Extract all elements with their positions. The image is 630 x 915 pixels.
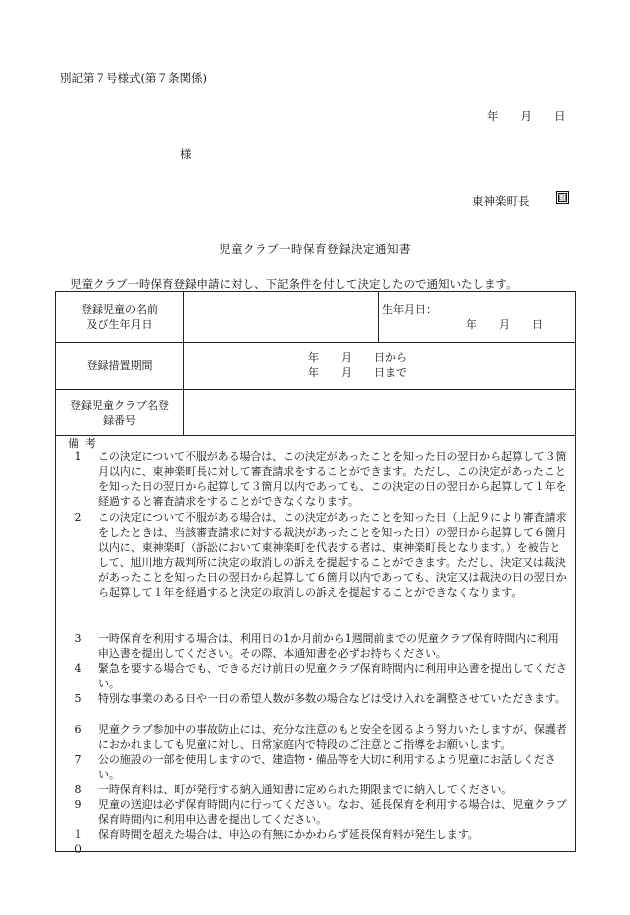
- club-number-field[interactable]: [184, 390, 574, 434]
- note-item: [68, 449, 568, 509]
- note-text: 児童の送迎は必ず保育時間内に行ってください。なお、延長保育を利用する場合は、児童クラブ保育時間内に利用申込書を提出してください。: [98, 798, 567, 827]
- note-item: [68, 782, 568, 797]
- note-text: この決定について不服がある場合は、この決定があったことを知った日の翌日から起算して３箇月以内に、東神楽町長に対して審査請求をすることができます。ただし、この決定があったことを知った日の翌日から起算して３箇月以内であっても、この決定の日の翌日から起算して１年を経過すると審査請求をすることができなくなります。: [98, 450, 567, 509]
- form-table: [55, 291, 576, 857]
- note-item: [68, 661, 568, 691]
- note-number: 1: [74, 450, 82, 463]
- note-text: 一時保育を利用する場合は、利用日の1か月前から1週間前までの児童クラブ保育時間内に利用申込書を提出してください。その際、本通知書を必ずお持ちください。: [98, 632, 559, 661]
- note-number: 6: [74, 723, 82, 736]
- note-number: 9: [74, 798, 82, 811]
- issue-date: [487, 108, 566, 124]
- note-number: 4: [74, 662, 82, 675]
- note-item: [68, 691, 568, 706]
- note-number: １０: [72, 828, 84, 857]
- note-number: 3: [74, 632, 82, 645]
- seal-text: 印: [558, 194, 567, 203]
- issuer-name: 東神楽町長: [472, 194, 530, 208]
- document-title: 児童クラブ一時保育登録決定通知書: [219, 242, 411, 256]
- intro-text: 児童クラブ一時保育登録申請に対し、下記条件を付して決定したので通知いたします。: [70, 277, 518, 291]
- note-text: 特別な事業のある日や一日の希望人数が多数の場合などは受け入れを調整させていただきます。: [98, 692, 566, 705]
- birth-date-value: 年 月 日: [466, 318, 543, 331]
- note-number: 5: [74, 692, 82, 705]
- note-text: 公の施設の一部を使用しますので、建造物・備品等を大切に利用するよう児童にお話しください。: [98, 753, 556, 782]
- period-from: 年 月 日から: [308, 351, 407, 364]
- note-text: この決定について不服がある場合は、この決定があったことを知った日（上記９により審査請求をしたときは、当該審査請求に対する裁決があったことを知った日）の翌日から起算して６箇月以内に、東神楽町（訴訟において東神楽町を代表する者は、東神楽町長となります。）を被告として、旭川地方裁判所に決定の取消しの訴えを提起することができます。ただし、決定又は裁決があったことを知った日の翌日から起算して６箇月以内であっても、決定又は裁決の日の翌日から起算して１年を経過すると決定の取消しの訴えを提起することができなくなります。: [98, 511, 567, 600]
- note-text: 児童クラブ参加中の事故防止には、充分な注意のもと安全を図るよう努力いたしますが、保護者におかれましても児童に対し、日常家庭内で特段のご注意とご指導をお願いします。: [98, 723, 567, 752]
- date-month: 月: [520, 109, 532, 123]
- note-item: [68, 797, 568, 827]
- seal-mark: [556, 191, 569, 204]
- period-label: 登録措置期間: [86, 359, 153, 372]
- note-item: [68, 631, 568, 661]
- note-number: 8: [74, 783, 82, 796]
- period-to: 年 月 日まで: [308, 366, 407, 379]
- child-name-label: 登録児童の名前 及び生年月日: [81, 303, 158, 331]
- recipient-suffix: 様: [180, 147, 192, 161]
- notes-heading: 備考: [68, 437, 102, 450]
- note-number: 7: [74, 753, 82, 766]
- note-item: [68, 510, 568, 601]
- note-text: 保育時間を超えた場合は、申込の有無にかかわらず延長保育料が発生します。: [98, 828, 479, 841]
- note-item: [68, 827, 568, 857]
- note-item: [68, 752, 568, 782]
- note-number: 2: [74, 511, 82, 524]
- date-day: 日: [554, 109, 566, 123]
- note-text: 緊急を要する場合でも、できるだけ前日の児童クラブ保育時間内に利用申込書を提出してください。: [98, 662, 567, 691]
- child-name-field[interactable]: [184, 293, 377, 341]
- club-number-label: 登録児童クラブ名登 録番号: [70, 399, 169, 427]
- form-number: 別記第７号様式(第７条関係): [60, 71, 207, 85]
- date-year: 年: [487, 109, 499, 123]
- birth-date-label: 生年月日：: [382, 303, 437, 316]
- note-item: [68, 722, 568, 752]
- note-text: 一時保育料は、町が発行する納入通知書に定められた期限までに納入してください。: [98, 783, 513, 796]
